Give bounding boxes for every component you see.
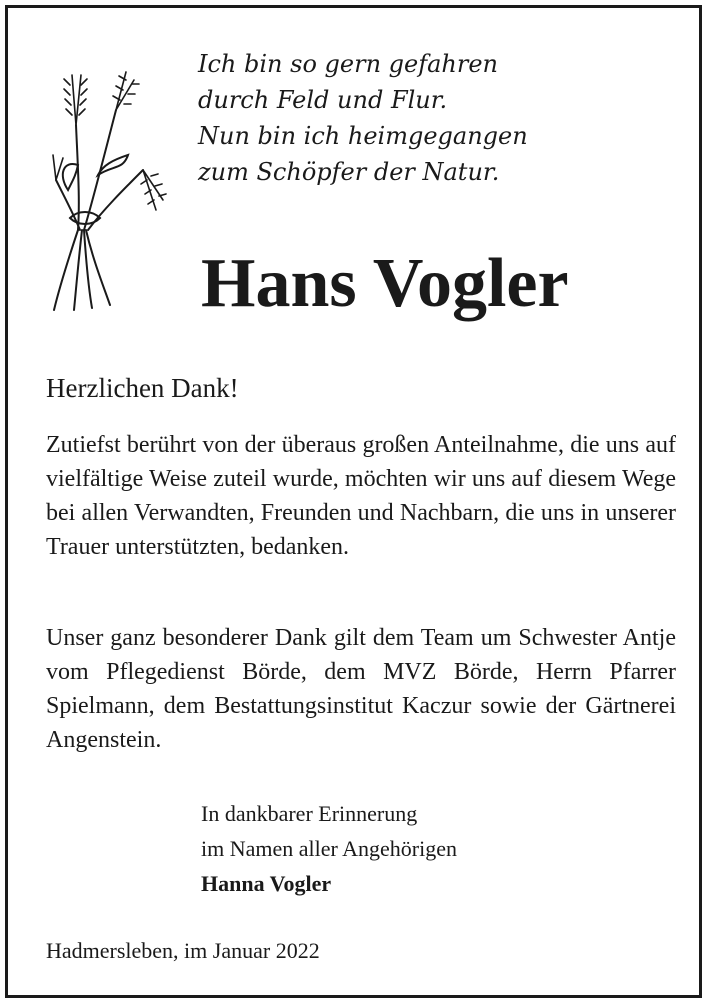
obituary-notice <box>5 5 702 998</box>
signer-name: Hanna Vogler <box>201 871 332 896</box>
special-thanks-paragraph: Unser ganz besonderer Dank gilt dem Team um Schwester Antje vom Pflegedienst Börde, dem MVZ Börde, Herrn Pfarrer Spielmann, dem Bestattungsinstitut Kaczur sowie der Gärtnerei Angenstein. <box>46 625 676 753</box>
deceased-name: Hans Vogler <box>201 245 569 322</box>
thanks-paragraph: Zutiefst berührt von der überaus großen Anteilnahme, die uns auf vielfältige Weise zuteil wurde, möchten wir uns auf diesem Wege bei allen Verwandten, Freunden und Nachbarn, die uns in unserer Trauer unterstützten, bedanken. <box>46 432 676 560</box>
wheat-bundle-icon <box>48 70 168 315</box>
signature-block <box>201 796 457 901</box>
signature-line: In dankbarer Erinnerung <box>201 801 418 826</box>
verse-line: Nun bin ich heimgegangen <box>198 122 528 150</box>
memorial-verse <box>198 46 598 190</box>
place-and-date: Hadmersleben, im Januar 2022 <box>46 938 320 963</box>
thanks-heading: Herzlichen Dank! <box>46 373 239 403</box>
signature-line: im Namen aller Angehörigen <box>201 836 457 861</box>
verse-line: durch Feld und Flur. <box>198 86 448 114</box>
verse-line: Ich bin so gern gefahren <box>198 50 498 78</box>
verse-line: zum Schöpfer der Natur. <box>198 158 500 186</box>
